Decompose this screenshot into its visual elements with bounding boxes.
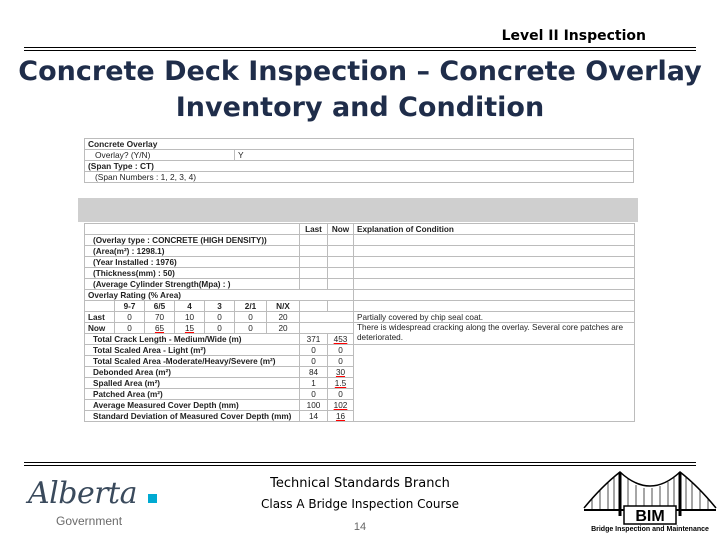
metric-now: 453	[328, 334, 354, 345]
rating-header: N/X	[267, 301, 300, 312]
rating-header: 6/5	[145, 301, 175, 312]
metric-last: 0	[300, 345, 328, 356]
page-title	[0, 54, 720, 126]
overlay-answer: Y	[235, 150, 634, 161]
last-value: 20	[267, 312, 300, 323]
overlay-area: (Area(m²) : 1298.1)	[85, 246, 300, 257]
title-line-1: Concrete Deck Inspection – Concrete Overlay	[18, 56, 702, 87]
now-value: 15	[175, 323, 205, 334]
bim-logo	[580, 466, 720, 540]
col-explanation-header: Explanation of Condition	[354, 224, 635, 235]
page-number: 14	[353, 521, 367, 533]
now-row-label: Now	[85, 323, 115, 334]
alberta-government-label: Government	[56, 514, 123, 528]
metric-last: 1	[300, 378, 328, 389]
last-row-label: Last	[85, 312, 115, 323]
last-value: 0	[235, 312, 267, 323]
rating-header: 4	[175, 301, 205, 312]
section-heading: Concrete Overlay	[85, 139, 634, 150]
overlay-question: Overlay? (Y/N)	[85, 150, 235, 161]
metric-label: Patched Area (m²)	[85, 389, 300, 400]
overlay-form-bottom	[84, 223, 634, 422]
metric-now: 0	[328, 356, 354, 367]
overlay-type: (Overlay type : CONCRETE (HIGH DENSITY))	[85, 235, 300, 246]
thickness: (Thickness(mm) : 50)	[85, 268, 300, 279]
separator-bar	[78, 198, 638, 222]
metric-label: Standard Deviation of Measured Cover Depth (mm)	[85, 411, 300, 422]
metric-label: Total Scaled Area -Moderate/Heavy/Severe (m²)	[85, 356, 300, 367]
metric-last: 100	[300, 400, 328, 411]
metric-now: 30	[328, 367, 354, 378]
metric-now: 102	[328, 400, 354, 411]
rating-title: Overlay Rating (% Area)	[85, 290, 354, 301]
metric-last: 0	[300, 389, 328, 400]
title-line-2: Inventory and Condition	[175, 92, 545, 123]
col-now-header: Now	[328, 224, 354, 235]
now-value: 65	[145, 323, 175, 334]
year-installed: (Year Installed : 1976)	[85, 257, 300, 268]
explanation-now: There is widespread cracking along the overlay. Several core patches are deteriorated.	[354, 323, 635, 345]
bim-label: Bridge Inspection and Maintenance	[591, 526, 709, 533]
now-value: 0	[115, 323, 145, 334]
rating-header: 9-7	[115, 301, 145, 312]
now-value: 0	[235, 323, 267, 334]
metric-label: Total Crack Length - Medium/Wide (m)	[85, 334, 300, 345]
metric-last: 84	[300, 367, 328, 378]
last-value: 70	[145, 312, 175, 323]
now-value: 0	[205, 323, 235, 334]
overlay-form-top	[84, 138, 634, 183]
footer-course: Class A Bridge Inspection Course	[260, 497, 460, 511]
last-value: 10	[175, 312, 205, 323]
metric-label: Spalled Area (m²)	[85, 378, 300, 389]
metric-now: 16	[328, 411, 354, 422]
metric-last: 14	[300, 411, 328, 422]
span-numbers: (Span Numbers : 1, 2, 3, 4)	[85, 172, 634, 183]
metric-last: 371	[300, 334, 328, 345]
bim-text: BIM	[635, 508, 665, 525]
metric-label: Total Scaled Area - Light (m²)	[85, 345, 300, 356]
cylinder-strength: (Average Cylinder Strength(Mpa) : )	[85, 279, 300, 290]
last-value: 0	[115, 312, 145, 323]
metric-last: 0	[300, 356, 328, 367]
header-level-label: Level II Inspection	[501, 28, 646, 44]
last-value: 0	[205, 312, 235, 323]
metric-label: Average Measured Cover Depth (mm)	[85, 400, 300, 411]
span-type: (Span Type : CT)	[85, 161, 634, 172]
metric-now: 0	[328, 389, 354, 400]
metric-now: 0	[328, 345, 354, 356]
metric-label: Debonded Area (m²)	[85, 367, 300, 378]
bridge-icon	[580, 466, 720, 526]
rating-header: 2/1	[235, 301, 267, 312]
metric-now: 1.5	[328, 378, 354, 389]
alberta-wordmark: Alberta	[28, 476, 137, 511]
footer-branch: Technical Standards Branch	[270, 476, 450, 491]
col-last-header: Last	[300, 224, 328, 235]
top-divider	[24, 47, 696, 51]
rating-header: 3	[205, 301, 235, 312]
explanation-last: Partially covered by chip seal coat.	[354, 312, 635, 323]
now-value: 20	[267, 323, 300, 334]
